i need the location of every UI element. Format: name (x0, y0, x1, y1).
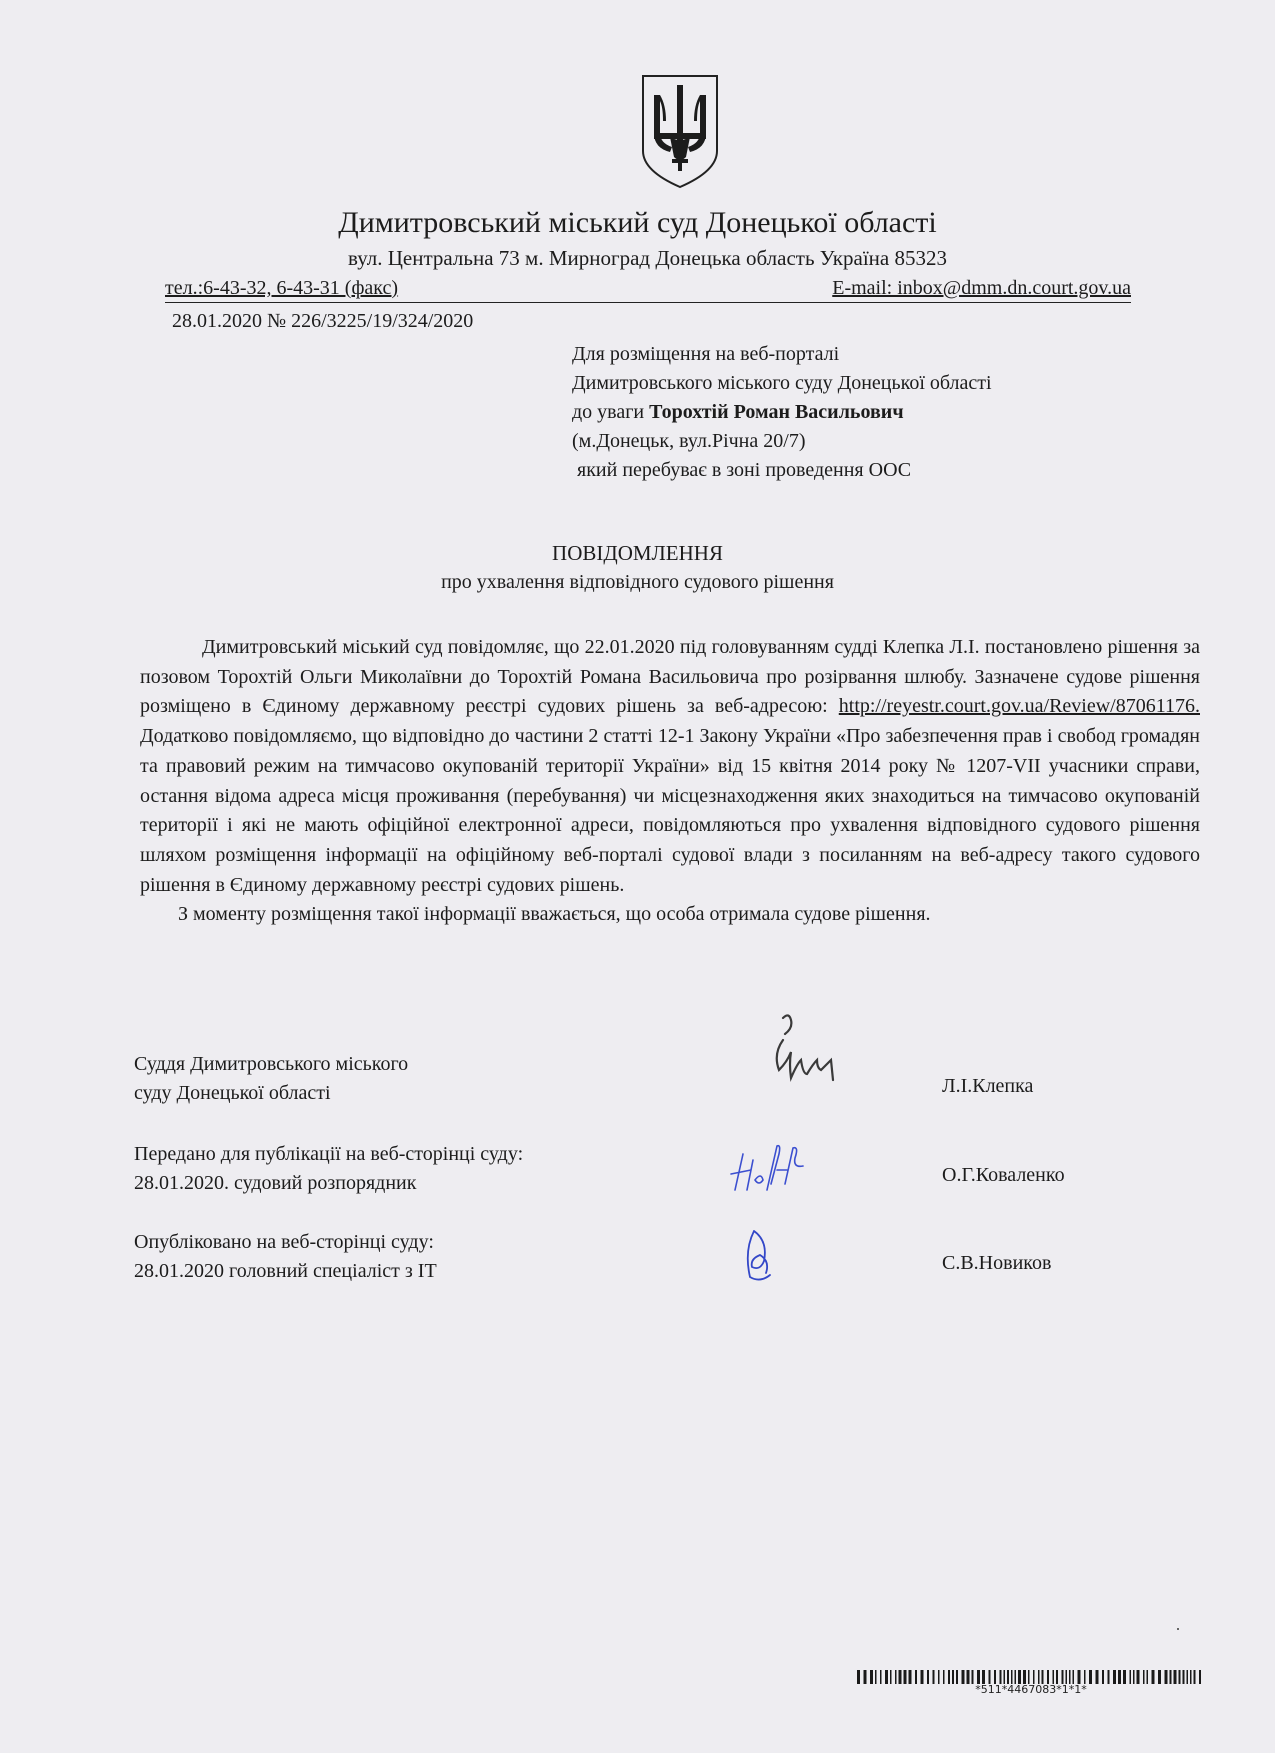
barcode-number: *511*4467083*1*1* (975, 1683, 1087, 1696)
barcode-bar (915, 1670, 917, 1684)
barcode-bar (1007, 1670, 1009, 1684)
notice-body (140, 633, 1205, 930)
scan-speck (1177, 1628, 1179, 1630)
body-text-part: Димитровський міський суд повідомляє, що 22.01.2020 під головуванням судді Клепка Л.І. постановлено рішення за позовом Торохтій Ольги Миколаївни до Торохтій Романа Васильовича про розірвання шлюбу. Зазначене судове рішення розміщено в Єдиному державному реєстрі судових рішень за веб-адресою: (140, 636, 1200, 718)
addressee-line-1: Для розміщення на веб-порталі (572, 343, 840, 365)
registry-link[interactable]: http://reyestr.court.gov.ua/Review/87061176. (838, 695, 1200, 718)
barcode-bar (1062, 1670, 1064, 1684)
barcode-bar (1179, 1670, 1181, 1684)
barcode-bar (1069, 1670, 1071, 1684)
barcode-bar (1165, 1670, 1168, 1684)
barcode-bar (1096, 1670, 1099, 1684)
barcode-bar (1152, 1670, 1155, 1684)
signatory-title-line: Суддя Димитровського міського (134, 1053, 409, 1075)
body-text-part: Додатково повідомляємо, що відповідно до частини 2 статті 12-1 Закону України «Про забезпечення прав і свобод громадян та правовий режим на тимчасово окупованій території України» від 15 квітня 2014 року № 1207-VII учасники справи, остання відома адреса місця проживання (перебування) чи місцезнаходження яких знаходиться на тимчасово окупованій території і які не мають офіційної електронної адреси, повідомляються про ухвалення відповідного судового рішення шляхом розміщення інформації на офіційному веб-порталі судової влади з посиланням на веб-адресу такого судового рішення в Єдиному державному реєстрі судових рішень. (140, 695, 1205, 896)
barcode-bar (1113, 1670, 1116, 1684)
barcode-bar (1137, 1670, 1140, 1684)
barcode-bar (1143, 1670, 1145, 1684)
court-address: вул. Центральна 73 м. Мирноград Донецька область Україна 85323 (348, 246, 947, 270)
barcode-bar (921, 1670, 924, 1684)
handwritten-signature-2 (727, 1140, 817, 1200)
barcode-bar (982, 1670, 985, 1684)
barcode-bar (1183, 1670, 1185, 1684)
barcode-bar (1066, 1670, 1068, 1684)
barcode-bar (857, 1670, 860, 1684)
addressee-prefix: до уваги (572, 401, 650, 423)
addressee-address: (м.Донецьк, вул.Річна 20/7) (572, 430, 806, 452)
signatory-title-line: 28.01.2020 головний спеціаліст з ІТ (134, 1260, 437, 1282)
court-name: Димитровський міський суд Донецької області (338, 206, 937, 239)
barcode-bar (909, 1670, 912, 1684)
barcode-bar (943, 1670, 945, 1684)
barcode-bar (1018, 1670, 1021, 1684)
barcode-bar (1011, 1670, 1013, 1684)
barcode-bar (1042, 1670, 1044, 1684)
signatory-title-line: 28.01.2020. судовий розпорядник (134, 1172, 417, 1194)
barcode-bar (972, 1670, 974, 1684)
barcode-bar (989, 1670, 991, 1684)
barcode-bar (938, 1670, 940, 1684)
barcode-bar (875, 1670, 877, 1684)
barcode-bar (890, 1670, 892, 1684)
outgoing-number: 28.01.2020 № 226/3225/19/324/2020 (172, 310, 474, 332)
barcode-bar (1118, 1670, 1121, 1684)
barcode-bar (1078, 1670, 1081, 1684)
barcode-bar (870, 1670, 873, 1684)
barcode-bar (994, 1670, 996, 1684)
signatory-title-line: Опубліковано на веб-сторінці суду: (134, 1231, 434, 1253)
signatory-title-line: суду Донецької області (134, 1082, 331, 1104)
barcode-bar (899, 1670, 902, 1684)
barcode-bar (885, 1670, 888, 1684)
signatory-title-line: Передано для публікації на веб-сторінці суду: (134, 1143, 524, 1165)
barcode-bar (1053, 1670, 1055, 1684)
barcode-bar (967, 1670, 970, 1684)
barcode-bar (1194, 1670, 1196, 1684)
signatory-name-clerk: О.Г.Коваленко (942, 1164, 1065, 1186)
body-paragraph-2: З моменту розміщення такої інформації вважається, що особа отримала судове рішення. (178, 903, 931, 926)
document-title: ПОВІДОМЛЕННЯ (552, 541, 723, 565)
barcode-bar (1158, 1670, 1161, 1684)
barcode-bar (1170, 1670, 1172, 1684)
barcode-bar (1147, 1670, 1149, 1684)
barcode-bar (1056, 1670, 1058, 1684)
addressee-block (572, 340, 992, 485)
body-paragraph-1 (140, 633, 1205, 900)
barcode-bar (952, 1670, 954, 1684)
addressee-name: Торохтій Роман Васильович (649, 401, 904, 423)
barcode-bar (933, 1670, 935, 1684)
signatory-title-it-specialist (134, 1228, 437, 1286)
barcode-bar (895, 1670, 897, 1684)
signatory-title-judge (134, 1050, 408, 1108)
addressee-note: який перебуває в зоні проведення ООС (572, 459, 912, 481)
barcode-bar (1190, 1670, 1192, 1684)
barcode-bar (1000, 1670, 1002, 1684)
email-link[interactable]: E-mail: inbox@dmm.dn.court.gov.ua (832, 277, 1131, 299)
barcode-bar (880, 1670, 882, 1684)
phone-numbers: тел.:6-43-32, 6-43-31 (факс) (165, 277, 399, 299)
barcode-bar (1004, 1670, 1006, 1684)
barcode-bar (864, 1670, 867, 1684)
barcode-bar (927, 1670, 929, 1684)
barcode-bar (1123, 1670, 1126, 1684)
barcode-bar (1073, 1670, 1075, 1684)
barcode-bar (1102, 1670, 1104, 1684)
barcode-bar (1028, 1670, 1030, 1684)
barcode-bar (1038, 1670, 1040, 1684)
barcode-bar (1199, 1670, 1201, 1684)
barcode-bar (948, 1670, 950, 1684)
handwritten-signature-1 (735, 1010, 855, 1120)
barcode-bar (1015, 1670, 1017, 1684)
document-subtitle: про ухвалення відповідного судового рішення (441, 571, 834, 593)
barcode-bar (1033, 1670, 1035, 1684)
barcode-bar (956, 1670, 958, 1684)
barcode-bar (1133, 1670, 1135, 1684)
barcode-bar (1023, 1670, 1026, 1684)
addressee-line-2: Димитровського міського суду Донецької області (572, 372, 992, 394)
barcode-bar (1130, 1670, 1132, 1684)
barcode-bar (1108, 1670, 1110, 1684)
barcode-bar (904, 1670, 907, 1684)
barcode-bar (977, 1670, 980, 1684)
signatory-title-clerk (134, 1140, 523, 1198)
barcode-bar (1174, 1670, 1177, 1684)
barcode-bar (1187, 1670, 1189, 1684)
contact-line (165, 276, 1131, 303)
coat-of-arms-icon (640, 73, 720, 191)
barcode-bar (1089, 1670, 1092, 1684)
addressee-line-3 (572, 398, 992, 427)
handwritten-signature-3 (740, 1225, 780, 1285)
signatory-name-it-specialist: С.В.Новиков (942, 1252, 1052, 1274)
barcode-bar (1084, 1670, 1086, 1684)
barcode-bar (1047, 1670, 1049, 1684)
signatory-name-judge: Л.І.Клепка (942, 1075, 1034, 1097)
barcode-bar (962, 1670, 965, 1684)
barcode-icon (857, 1670, 1205, 1684)
